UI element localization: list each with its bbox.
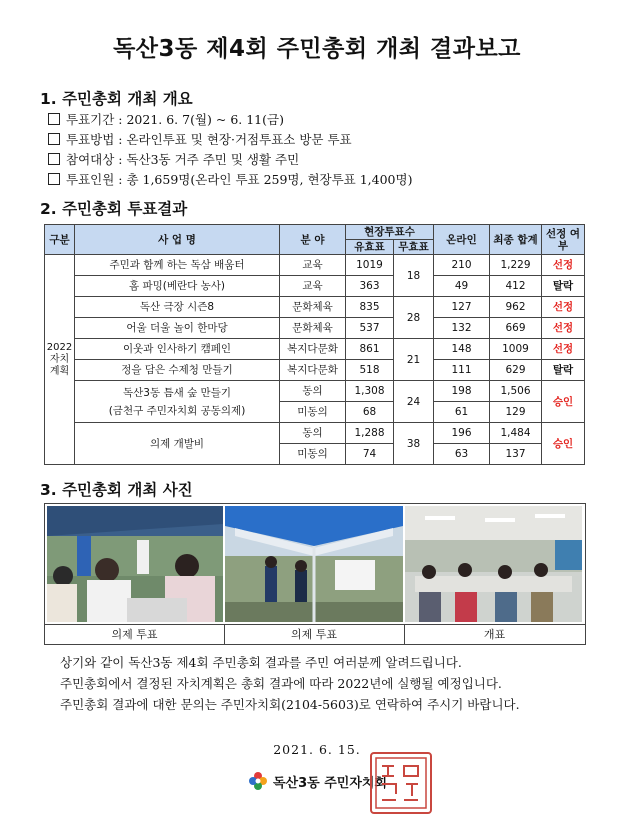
organization-signature [248,771,387,791]
table-row [45,255,585,276]
project-name: 독산 극장 시즌8 [75,297,280,318]
organization-name: 독산3동 주민자치회 [273,775,388,791]
project-name: 주민과 함께 하는 독삼 배움터 [75,255,280,276]
photo-caption: 개표 [404,624,585,645]
total-cell: 962 [490,297,542,318]
table-row [45,318,585,339]
header-selected: 선정 여부 [542,225,585,255]
disagree-label: 미동의 [280,402,346,423]
document-title: 독산3동 제4회 주민총회 개최 결과보고 [113,36,521,62]
result-cell: 승인 [542,381,585,423]
section1-heading: 1. 주민총회 개최 개요 [40,90,193,108]
field-cell: 복지다문화 [280,360,346,381]
invalid-cell: 21 [394,339,434,381]
checkbox-icon [48,153,60,165]
checkbox-icon [48,133,60,145]
table-row [45,360,585,381]
result-cell: 승인 [542,423,585,465]
photo-voting-2 [225,506,403,622]
header-total: 최종 합계 [490,225,542,255]
agree-label: 동의 [280,381,346,402]
official-seal [370,752,432,814]
valid-cell: 518 [346,360,394,381]
flower-logo-icon [248,771,268,791]
table-row [45,423,585,444]
online-cell: 196 [434,423,490,444]
overview-list [48,110,412,190]
photo-table [44,503,586,645]
table-row [45,297,585,318]
results-table [44,224,585,465]
photo-voting-1 [47,506,223,622]
online-cell: 49 [434,276,490,297]
invalid-cell: 24 [394,381,434,423]
result-cell: 탈락 [542,360,585,381]
valid-cell: 1019 [346,255,394,276]
overview-item: 참여대상 : 독산3동 거주 주민 및 생활 주민 [48,150,412,170]
valid-cell: 68 [346,402,394,423]
closing-paragraph [60,652,520,715]
closing-line: 주민총회에서 결정된 자치계획은 총회 결과에 따라 2022년에 실행될 예정입니다. [60,676,502,691]
total-cell: 669 [490,318,542,339]
online-cell: 132 [434,318,490,339]
checkbox-icon [48,173,60,185]
valid-cell: 1,308 [346,381,394,402]
valid-cell: 861 [346,339,394,360]
total-cell: 412 [490,276,542,297]
header-invalid: 무효표 [394,240,434,255]
group-label: 2022 자치 계획 [45,255,75,465]
total-cell: 137 [490,444,542,465]
field-cell: 복지다문화 [280,339,346,360]
header-online: 온라인 [434,225,490,255]
result-cell: 탈락 [542,276,585,297]
field-cell: 교육 [280,255,346,276]
overview-item: 투표인원 : 총 1,659명(온라인 투표 259명, 현장투표 1,400명) [48,170,412,190]
total-cell: 129 [490,402,542,423]
section2-heading: 2. 주민총회 투표결과 [40,200,188,218]
online-cell: 210 [434,255,490,276]
total-cell: 1,229 [490,255,542,276]
photo-caption: 의제 투표 [224,624,405,645]
header-onsite: 현장투표수 [346,225,434,240]
invalid-cell: 18 [394,255,434,297]
agree-label: 동의 [280,423,346,444]
table-row [45,276,585,297]
online-cell: 127 [434,297,490,318]
valid-cell: 363 [346,276,394,297]
online-cell: 148 [434,339,490,360]
total-cell: 1009 [490,339,542,360]
online-cell: 111 [434,360,490,381]
total-cell: 1,506 [490,381,542,402]
online-cell: 198 [434,381,490,402]
header-gubun: 구분 [45,225,75,255]
field-cell: 교육 [280,276,346,297]
table-row [45,339,585,360]
result-cell: 선정 [542,255,585,276]
header-valid: 유효표 [346,240,394,255]
disagree-label: 미동의 [280,444,346,465]
total-cell: 1,484 [490,423,542,444]
online-cell: 63 [434,444,490,465]
invalid-cell: 28 [394,297,434,339]
result-cell: 선정 [542,339,585,360]
project-name: 어울 더울 놀이 한마당 [75,318,280,339]
document-date: 2021. 6. 15. [273,742,361,757]
valid-cell: 74 [346,444,394,465]
project-name: 홈 파밍(베란다 농사) [75,276,280,297]
result-cell: 선정 [542,318,585,339]
project-name: 이웃과 인사하기 캠페인 [75,339,280,360]
project-name: 의제 개발비 [75,423,280,465]
project-name: 독산3동 틈새 숲 만들기 (금천구 주민자치회 공동의제) [75,381,280,423]
table-row [45,381,585,402]
header-project: 사 업 명 [75,225,280,255]
valid-cell: 537 [346,318,394,339]
header-field: 분 야 [280,225,346,255]
overview-item: 투표기간 : 2021. 6. 7(월) ~ 6. 11(금) [48,110,412,130]
result-cell: 선정 [542,297,585,318]
closing-line: 상기와 같이 독산3동 제4회 주민총회 결과를 주민 여러분께 알려드립니다. [60,655,462,670]
total-cell: 629 [490,360,542,381]
valid-cell: 835 [346,297,394,318]
field-cell: 문화체육 [280,297,346,318]
invalid-cell: 38 [394,423,434,465]
closing-line: 주민총회 결과에 대한 문의는 주민자치회(2104-5603)로 연락하여 주시기 바랍니다. [60,697,520,712]
online-cell: 61 [434,402,490,423]
section3-heading: 3. 주민총회 개최 사진 [40,481,193,499]
valid-cell: 1,288 [346,423,394,444]
project-name: 정을 담은 수제청 만들기 [75,360,280,381]
field-cell: 문화체육 [280,318,346,339]
checkbox-icon [48,113,60,125]
overview-item: 투표방법 : 온라인투표 및 현장·거점투표소 방문 투표 [48,130,412,150]
photo-caption: 의제 투표 [45,624,225,645]
photo-counting [405,506,582,622]
